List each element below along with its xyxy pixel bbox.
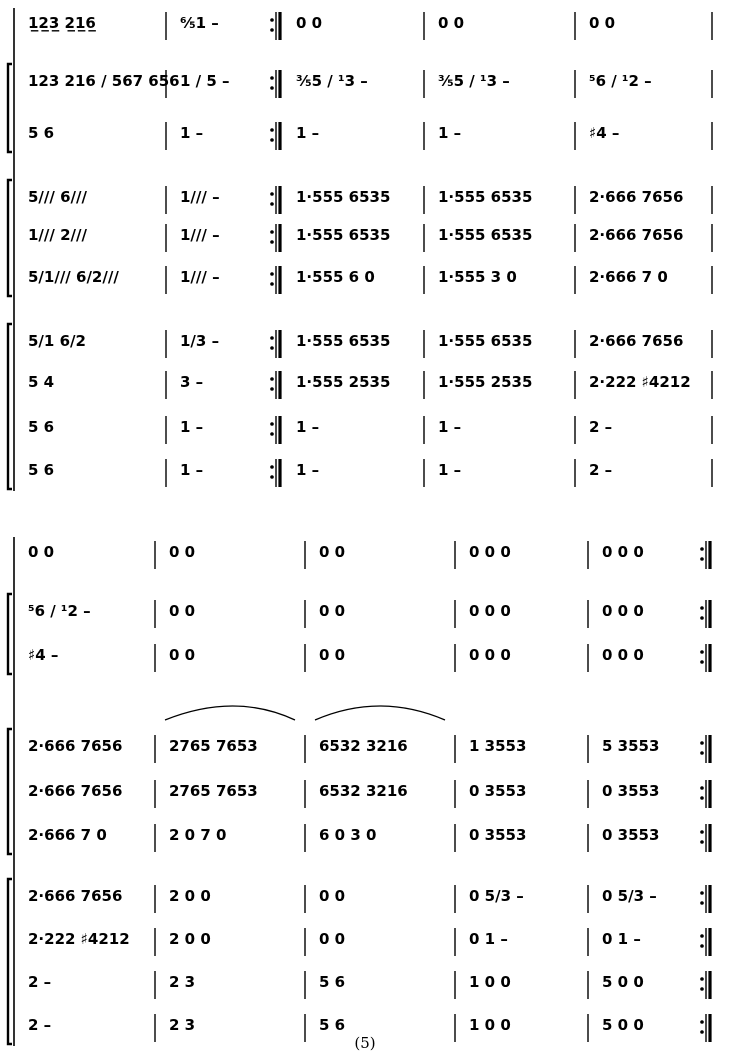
repeat-dot: [700, 547, 704, 551]
measure-notes: 1·555 2535: [438, 373, 533, 391]
measure-notes: 0 0 0: [469, 602, 511, 620]
repeat-dot: [270, 138, 274, 142]
group-bracket: [8, 879, 12, 1044]
repeat-dot: [270, 377, 274, 381]
measure-notes: 0 0 0: [602, 646, 644, 664]
measure-notes: 1/// –: [180, 268, 220, 286]
measure-notes: 1·555 6535: [438, 188, 533, 206]
measure-notes: 0 0: [438, 14, 465, 32]
measure-notes: 1̲2̲3̲ 2̲1̲6̲: [28, 14, 96, 32]
measure-notes: 2·222 ♯4212: [28, 930, 130, 948]
measure-notes: 0 3553: [469, 826, 527, 844]
measure-notes: 0 0: [296, 14, 323, 32]
measure-notes: 1 0 0: [469, 1016, 511, 1034]
measure-notes: 1·555 6535: [438, 226, 533, 244]
repeat-dot: [700, 650, 704, 654]
measure-notes: 1·555 2535: [296, 373, 391, 391]
measure-notes: 2 –: [589, 418, 613, 436]
measure-notes: 2·666 7656: [28, 887, 123, 905]
measure-notes: 1 –: [438, 418, 462, 436]
repeat-dot: [700, 606, 704, 610]
measure-notes: 0 0: [319, 930, 346, 948]
measure-notes: 2·666 7 0: [589, 268, 668, 286]
repeat-dot: [700, 796, 704, 800]
measure-notes: ⁵6 / ¹2 –: [28, 602, 91, 620]
repeat-dot: [270, 192, 274, 196]
measure-notes: 0 0: [319, 887, 346, 905]
measure-notes: 1 –: [438, 124, 462, 142]
measure-notes: 1/// –: [180, 226, 220, 244]
repeat-dot: [270, 336, 274, 340]
slur: [165, 706, 295, 720]
repeat-dot: [700, 891, 704, 895]
group-bracket: [8, 729, 12, 854]
measure-notes: 1 –: [296, 418, 320, 436]
measure-notes: 123 216 / 567 656: [28, 72, 180, 90]
measure-notes: 2 3: [169, 1016, 196, 1034]
measure-notes: 6532 3216: [319, 737, 408, 755]
measure-notes: 0 0 0: [469, 646, 511, 664]
measure-notes: 1 –: [296, 124, 320, 142]
measure-notes: ³⁄₅5 / ¹3 –: [296, 72, 368, 90]
measure-notes: 1·555 6 0: [296, 268, 375, 286]
group-bracket: [8, 64, 12, 152]
repeat-dot: [700, 987, 704, 991]
measure-notes: 0 0: [169, 543, 196, 561]
measure-notes: 0 0: [319, 646, 346, 664]
repeat-dot: [270, 465, 274, 469]
measure-notes: 0 1 –: [602, 930, 641, 948]
repeat-dot: [270, 202, 274, 206]
measure-notes: 0 0: [319, 602, 346, 620]
measure-notes: 2·666 7656: [28, 782, 123, 800]
group-bracket: [8, 180, 12, 296]
measure-notes: 0 0: [169, 646, 196, 664]
repeat-dot: [700, 840, 704, 844]
repeat-dot: [700, 901, 704, 905]
repeat-dot: [270, 240, 274, 244]
repeat-dot: [270, 272, 274, 276]
measure-notes: 6532 3216: [319, 782, 408, 800]
measure-notes: ³⁄₅5 / ¹3 –: [438, 72, 510, 90]
measure-notes: 0 5/3 –: [469, 887, 524, 905]
repeat-dot: [270, 422, 274, 426]
measure-notes: 5 6: [28, 418, 55, 436]
group-bracket: [8, 324, 12, 489]
measure-notes: 5/1/// 6/2///: [28, 268, 119, 286]
measure-notes: 0 0: [589, 14, 616, 32]
measure-notes: 0 5/3 –: [602, 887, 657, 905]
measure-notes: 1 –: [180, 418, 204, 436]
repeat-dot: [270, 282, 274, 286]
measure-notes: 5 6: [319, 973, 346, 991]
measure-notes: 1·555 6535: [296, 332, 391, 350]
measure-notes: 1·555 3 0: [438, 268, 517, 286]
measure-notes: 1·555 6535: [438, 332, 533, 350]
measure-notes: 2 0 0: [169, 887, 211, 905]
group-bracket: [8, 594, 12, 674]
measure-notes: 5 0 0: [602, 1016, 644, 1034]
repeat-dot: [270, 432, 274, 436]
page-number: (5): [354, 1034, 376, 1052]
measure-notes: 1/3 –: [180, 332, 220, 350]
repeat-dot: [700, 616, 704, 620]
measure-notes: 5 6: [319, 1016, 346, 1034]
measure-notes: 5 6: [28, 124, 55, 142]
measure-notes: 0 1 –: [469, 930, 508, 948]
repeat-dot: [270, 18, 274, 22]
measure-notes: 0 0: [319, 543, 346, 561]
repeat-dot: [700, 786, 704, 790]
measure-notes: 2·666 7656: [589, 188, 684, 206]
repeat-dot: [270, 128, 274, 132]
measure-notes: 2 –: [589, 461, 613, 479]
measure-notes: 2·666 7656: [589, 226, 684, 244]
measure-notes: 0 3553: [602, 782, 660, 800]
measure-notes: 6 0 3 0: [319, 826, 377, 844]
measure-notes: 0 0 0: [602, 602, 644, 620]
measure-notes: 2765 7653: [169, 782, 258, 800]
measure-notes: 2 –: [28, 973, 52, 991]
measure-notes: 5 6: [28, 461, 55, 479]
measure-notes: 0 3553: [602, 826, 660, 844]
measure-notes: 2 0 7 0: [169, 826, 227, 844]
measure-notes: 0 0 0: [469, 543, 511, 561]
measure-notes: 0 3553: [469, 782, 527, 800]
measure-notes: 1 –: [296, 461, 320, 479]
repeat-dot: [270, 346, 274, 350]
slur: [315, 706, 445, 720]
measure-notes: 0 0 0: [602, 543, 644, 561]
repeat-dot: [270, 230, 274, 234]
measure-notes: 2·666 7656: [589, 332, 684, 350]
measure-notes: 1 –: [180, 461, 204, 479]
measure-notes: 5/1 6/2: [28, 332, 86, 350]
repeat-dot: [270, 28, 274, 32]
measure-notes: 1 –: [180, 124, 204, 142]
measure-notes: 1/// 2///: [28, 226, 87, 244]
measure-notes: 2 3: [169, 973, 196, 991]
repeat-dot: [700, 741, 704, 745]
measure-notes: 0 0: [169, 602, 196, 620]
repeat-dot: [270, 475, 274, 479]
measure-notes: 1 / 5 –: [180, 72, 230, 90]
measure-notes: ⁵6 / ¹2 –: [589, 72, 652, 90]
measure-notes: 2·666 7 0: [28, 826, 107, 844]
measure-notes: 2·666 7656: [28, 737, 123, 755]
measure-notes: 1/// –: [180, 188, 220, 206]
measure-notes: 5 0 0: [602, 973, 644, 991]
measure-notes: 0 0: [28, 543, 55, 561]
measure-notes: 1·555 6535: [296, 226, 391, 244]
measure-notes: ⁶⁄₅1 –: [180, 14, 219, 32]
repeat-dot: [700, 830, 704, 834]
measure-notes: 1 3553: [469, 737, 527, 755]
measure-notes: 5 4: [28, 373, 55, 391]
measure-notes: 5/// 6///: [28, 188, 87, 206]
repeat-dot: [270, 387, 274, 391]
measure-notes: 1 –: [438, 461, 462, 479]
repeat-dot: [700, 934, 704, 938]
measure-notes: 2·222 ♯4212: [589, 373, 691, 391]
measure-notes: 2 0 0: [169, 930, 211, 948]
measure-notes: 3 –: [180, 373, 204, 391]
repeat-dot: [270, 86, 274, 90]
repeat-dot: [700, 557, 704, 561]
repeat-dot: [700, 944, 704, 948]
repeat-dot: [700, 660, 704, 664]
measure-notes: 2765 7653: [169, 737, 258, 755]
measure-notes: 5 3553: [602, 737, 660, 755]
repeat-dot: [700, 1020, 704, 1024]
measure-notes: ♯4 –: [28, 646, 59, 664]
measure-notes: 1·555 6535: [296, 188, 391, 206]
measure-notes: 2 –: [28, 1016, 52, 1034]
repeat-dot: [700, 977, 704, 981]
repeat-dot: [270, 76, 274, 80]
measure-notes: ♯4 –: [589, 124, 620, 142]
measure-notes: 1 0 0: [469, 973, 511, 991]
repeat-dot: [700, 751, 704, 755]
